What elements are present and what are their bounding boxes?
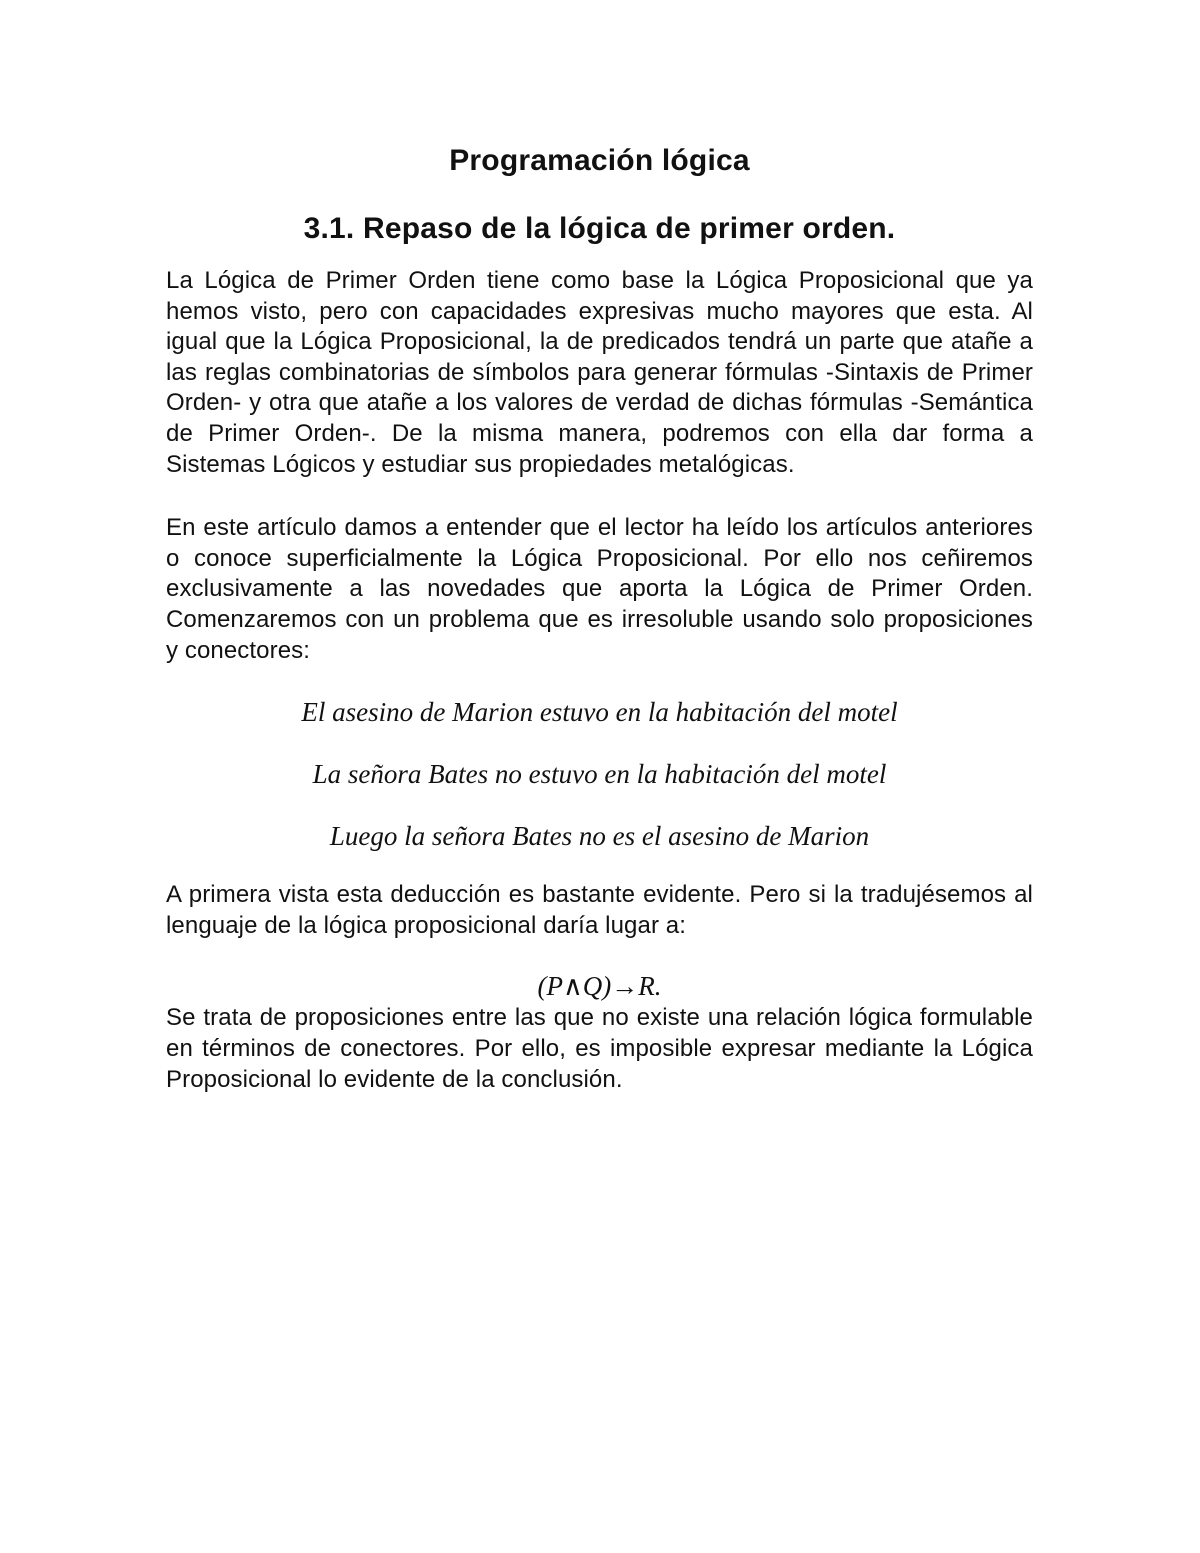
premise-2: La señora Bates no estuvo en la habitación del motel xyxy=(312,759,887,790)
conclusion: Luego la señora Bates no es el asesino de Marion xyxy=(329,821,870,852)
paragraph-context: En este artículo damos a entender que el lector ha leído los artículos anteriores o conoce superficialmente la Lógica Proposicional. Por ello nos ceñiremos exclusivamente a las novedades que aporta la Lógica de Primer Orden. Comenzaremos con un problema que es irresoluble usando solo proposiciones y conectores: xyxy=(166,514,1033,664)
paragraph-translation: A primera vista esta deducción es bastante evidente. Pero si la tradujésemos al lenguaje de la lógica proposicional daría lugar a: xyxy=(166,881,1033,939)
document-title: Programación lógica xyxy=(449,144,750,177)
section-heading: 3.1. Repaso de la lógica de primer orden. xyxy=(303,212,896,245)
paragraph-intro: La Lógica de Primer Orden tiene como base la Lógica Proposicional que ya hemos visto, pero con capacidades expresivas mucho mayores que esta. Al igual que la Lógica Proposicional, la de predicados tendrá un parte que atañe a las reglas combinatorias de símbolos para generar fórmulas -Sintaxis de Primer Orden- y otra que atañe a los valores de verdad de dichas fórmulas -Semántica de Primer Orden-. De la misma manera, podremos con ella dar forma a Sistemas Lógicos y estudiar sus propiedades metalógicas. xyxy=(166,267,1033,478)
logic-formula: (P∧Q)→R. xyxy=(537,971,662,1002)
document-content xyxy=(166,138,1033,1095)
premise-1: El asesino de Marion estuvo en la habitación del motel xyxy=(301,697,898,728)
paragraph-explanation: Se trata de proposiciones entre las que no existe una relación lógica formulable en términos de conectores. Por ello, es imposible expresar mediante la Lógica Proposicional lo evidente de la conclusión. xyxy=(166,1004,1033,1093)
